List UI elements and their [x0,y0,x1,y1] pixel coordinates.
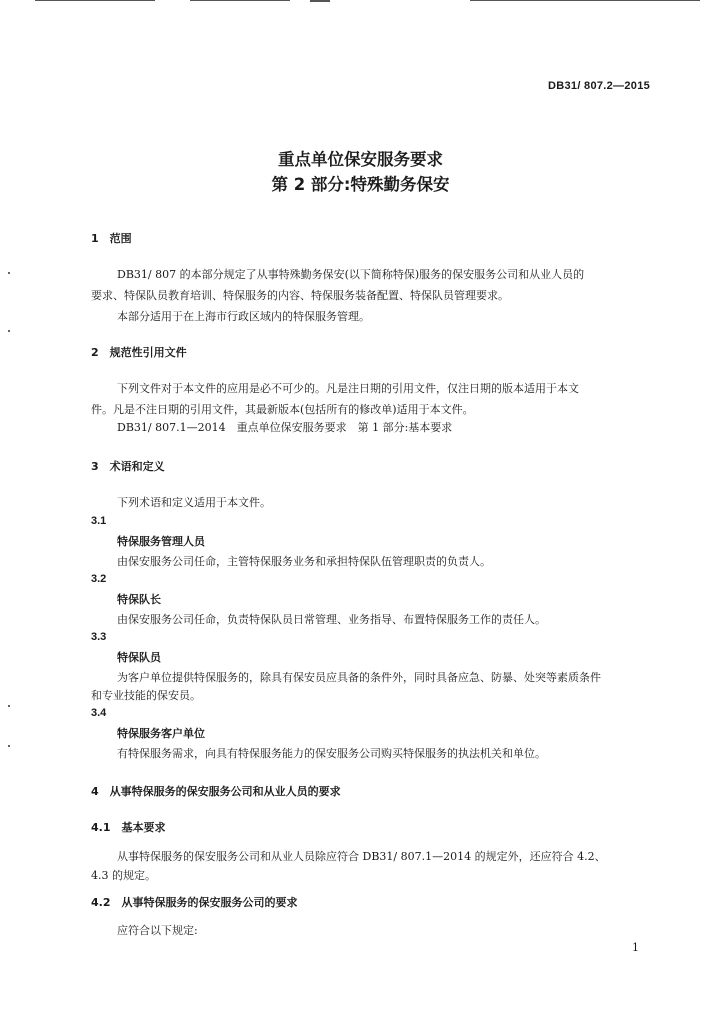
section-heading-3: 3 术语和定义 [91,460,165,473]
scan-speck [8,745,10,747]
term-name: 特保服务客户单位 [117,727,205,740]
paragraph: 4.3 的规定。 [91,869,156,882]
term-definition: 由保安服务公司任命，负责特保队员日常管理、业务指导、布置特保服务工作的责任人。 [117,613,546,626]
term-name: 特保队员 [117,651,161,664]
paragraph: 应符合以下规定: [117,924,198,937]
subsection-heading: 4.1 基本要求 [91,821,166,834]
page-number: 1 [632,941,639,954]
section-heading-4: 4 从事特保服务的保安服务公司和从业人员的要求 [91,785,341,798]
term-number: 3.1 [91,515,107,527]
paragraph: DB31/ 807 的本部分规定了从事特殊勤务保安(以下简称特保)服务的保安服务公司和从业人员的 [117,268,585,281]
scan-edge-mark [470,0,700,1]
doc-number: DB31/ 807.2—2015 [548,80,651,92]
term-name: 特保队长 [117,593,161,606]
term-number: 3.3 [91,631,107,643]
paragraph: 件。凡是不注日期的引用文件，其最新版本(包括所有的修改单)适用于本文件。 [91,403,474,416]
scan-edge-mark [35,0,155,1]
term-definition: 有特保服务需求，向具有特保服务能力的保安服务公司购买特保服务的执法机关和单位。 [117,747,546,760]
normative-reference: DB31/ 807.1—2014 重点单位保安服务要求 第 1 部分:基本要求 [117,421,453,434]
scan-edge-mark [190,0,290,1]
scan-speck [8,330,10,332]
term-number: 3.4 [91,707,107,719]
paragraph: 从事特保服务的保安服务公司和从业人员除应符合 DB31/ 807.1—2014 的规定外，还应符合 4.2、 [117,850,606,863]
page-subtitle: 第 2 部分:特殊勤务保安 [271,175,450,194]
term-definition: 由保安服务公司任命，主管特保服务业务和承担特保队伍管理职责的负责人。 [117,555,491,568]
term-name: 特保服务管理人员 [117,535,205,548]
section-heading-1: 1 范围 [91,232,132,245]
scan-speck [8,272,10,274]
paragraph: 下列术语和定义适用于本文件。 [117,496,271,509]
scan-edge-mark [310,0,330,2]
paragraph: 下列文件对于本文件的应用是必不可少的。凡是注日期的引用文件，仅注日期的版本适用于本文 [117,382,579,395]
subsection-heading: 4.2 从事特保服务的保安服务公司的要求 [91,896,298,909]
term-definition: 为客户单位提供特保服务的，除具有保安员应具备的条件外，同时具备应急、防暴、处突等素质条件 [117,671,601,684]
scan-speck [8,705,10,707]
page-title: 重点单位保安服务要求 [278,150,443,169]
paragraph: 要求、特保队员教育培训、特保服务的内容、特保服务装备配置、特保队员管理要求。 [91,289,509,302]
section-heading-2: 2 规范性引用文件 [91,346,187,359]
paragraph: 本部分适用于在上海市行政区域内的特保服务管理。 [117,310,370,323]
term-number: 3.2 [91,573,107,585]
term-definition-cont: 和专业技能的保安员。 [91,689,201,702]
